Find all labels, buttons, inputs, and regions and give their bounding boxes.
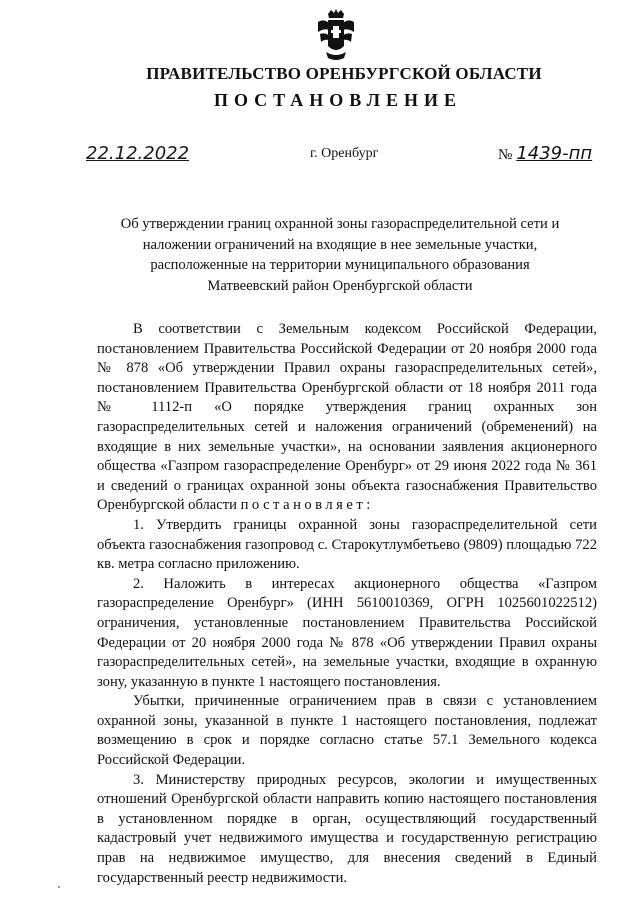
document-title: Об утверждении границ охранной зоны газораспределительной сети и наложении ограничений на входящие в нее земельные участки, расположенные на территории муниципального образования Матвеевский район Оренбургской области xyxy=(120,216,560,294)
document-number xyxy=(498,143,592,164)
number-prefix: № xyxy=(498,147,513,163)
paragraph-1: 1. Утвердить границы охранной зоны газораспределительной сети объекта газоснабжения газопровод с. Старокутлумбетьево (9809) площадью 722 кв. метра согласно приложению. xyxy=(97,516,597,573)
organization-name: ПРАВИТЕЛЬСТВО ОРЕНБУРГСКОЙ ОБЛАСТИ xyxy=(146,64,542,83)
page-mark xyxy=(58,886,60,888)
preamble-verb: постановляет: xyxy=(240,497,374,514)
paragraph-2-losses: Убытки, причиненные ограничением прав в связи с установлением охранной зоны, указанной в пункте 1 настоящего постановления, подлежат возмещению в срок и порядке согласно статье 57.1 Земельного кодекса Российской Федерации. xyxy=(97,693,597,769)
document-body xyxy=(97,320,597,888)
document-type: ПОСТАНОВЛЕНИЕ xyxy=(213,90,463,110)
document-city: г. Оренбург xyxy=(310,146,379,161)
paragraph-2: 2. Наложить в интересах акционерного общества «Газпром газораспределение Оренбург» (ИНН 5610010369, ОГРН 1025601022512) ограничения, установленные постановлением Правительства Российской Федерации от 20 ноября 2000 года № 878 «Об утверждении Правил охраны газораспределительных сетей», на земельные участки, входящие в охранную зону, указанную в пункте 1 настоящего постановления. xyxy=(97,575,597,690)
paragraph-3: 3. Министерству природных ресурсов, экологии и имущественных отношений Оренбургской области направить копию настоящего постановления в установленном порядке в орган, осуществляющий государственный кадастровый учет недвижимого имущества и государственную регистрацию прав на недвижимое имущество, для внесения сведений в Единый государственный реестр недвижимости. xyxy=(97,771,597,886)
number-value: 1439-пп xyxy=(516,143,593,164)
coat-of-arms-icon xyxy=(314,8,358,64)
preamble-text: В соответствии с Земельным кодексом Российской Федерации, постановлением Правительства Российской Федерации от 20 ноября 2000 года № 878 «Об утверждении Правил охраны газораспределительных сетей», постановлением Правительства Оренбургской области от 18 ноября 2011 года № 1112-п «О порядке утверждения границ охранных зон газораспределительных сетей и наложения ограничений (обременений) на входящие в них земельные участки», на основании заявления акционерного общества «Газпром газораспределение Оренбург» от 29 июня 2022 года № 361 и сведений о границах охранной зоны объекта газоснабжения Правительство Оренбургской области xyxy=(97,321,597,514)
preamble-paragraph xyxy=(97,320,597,516)
document-date: 22.12.2022 xyxy=(86,143,190,164)
